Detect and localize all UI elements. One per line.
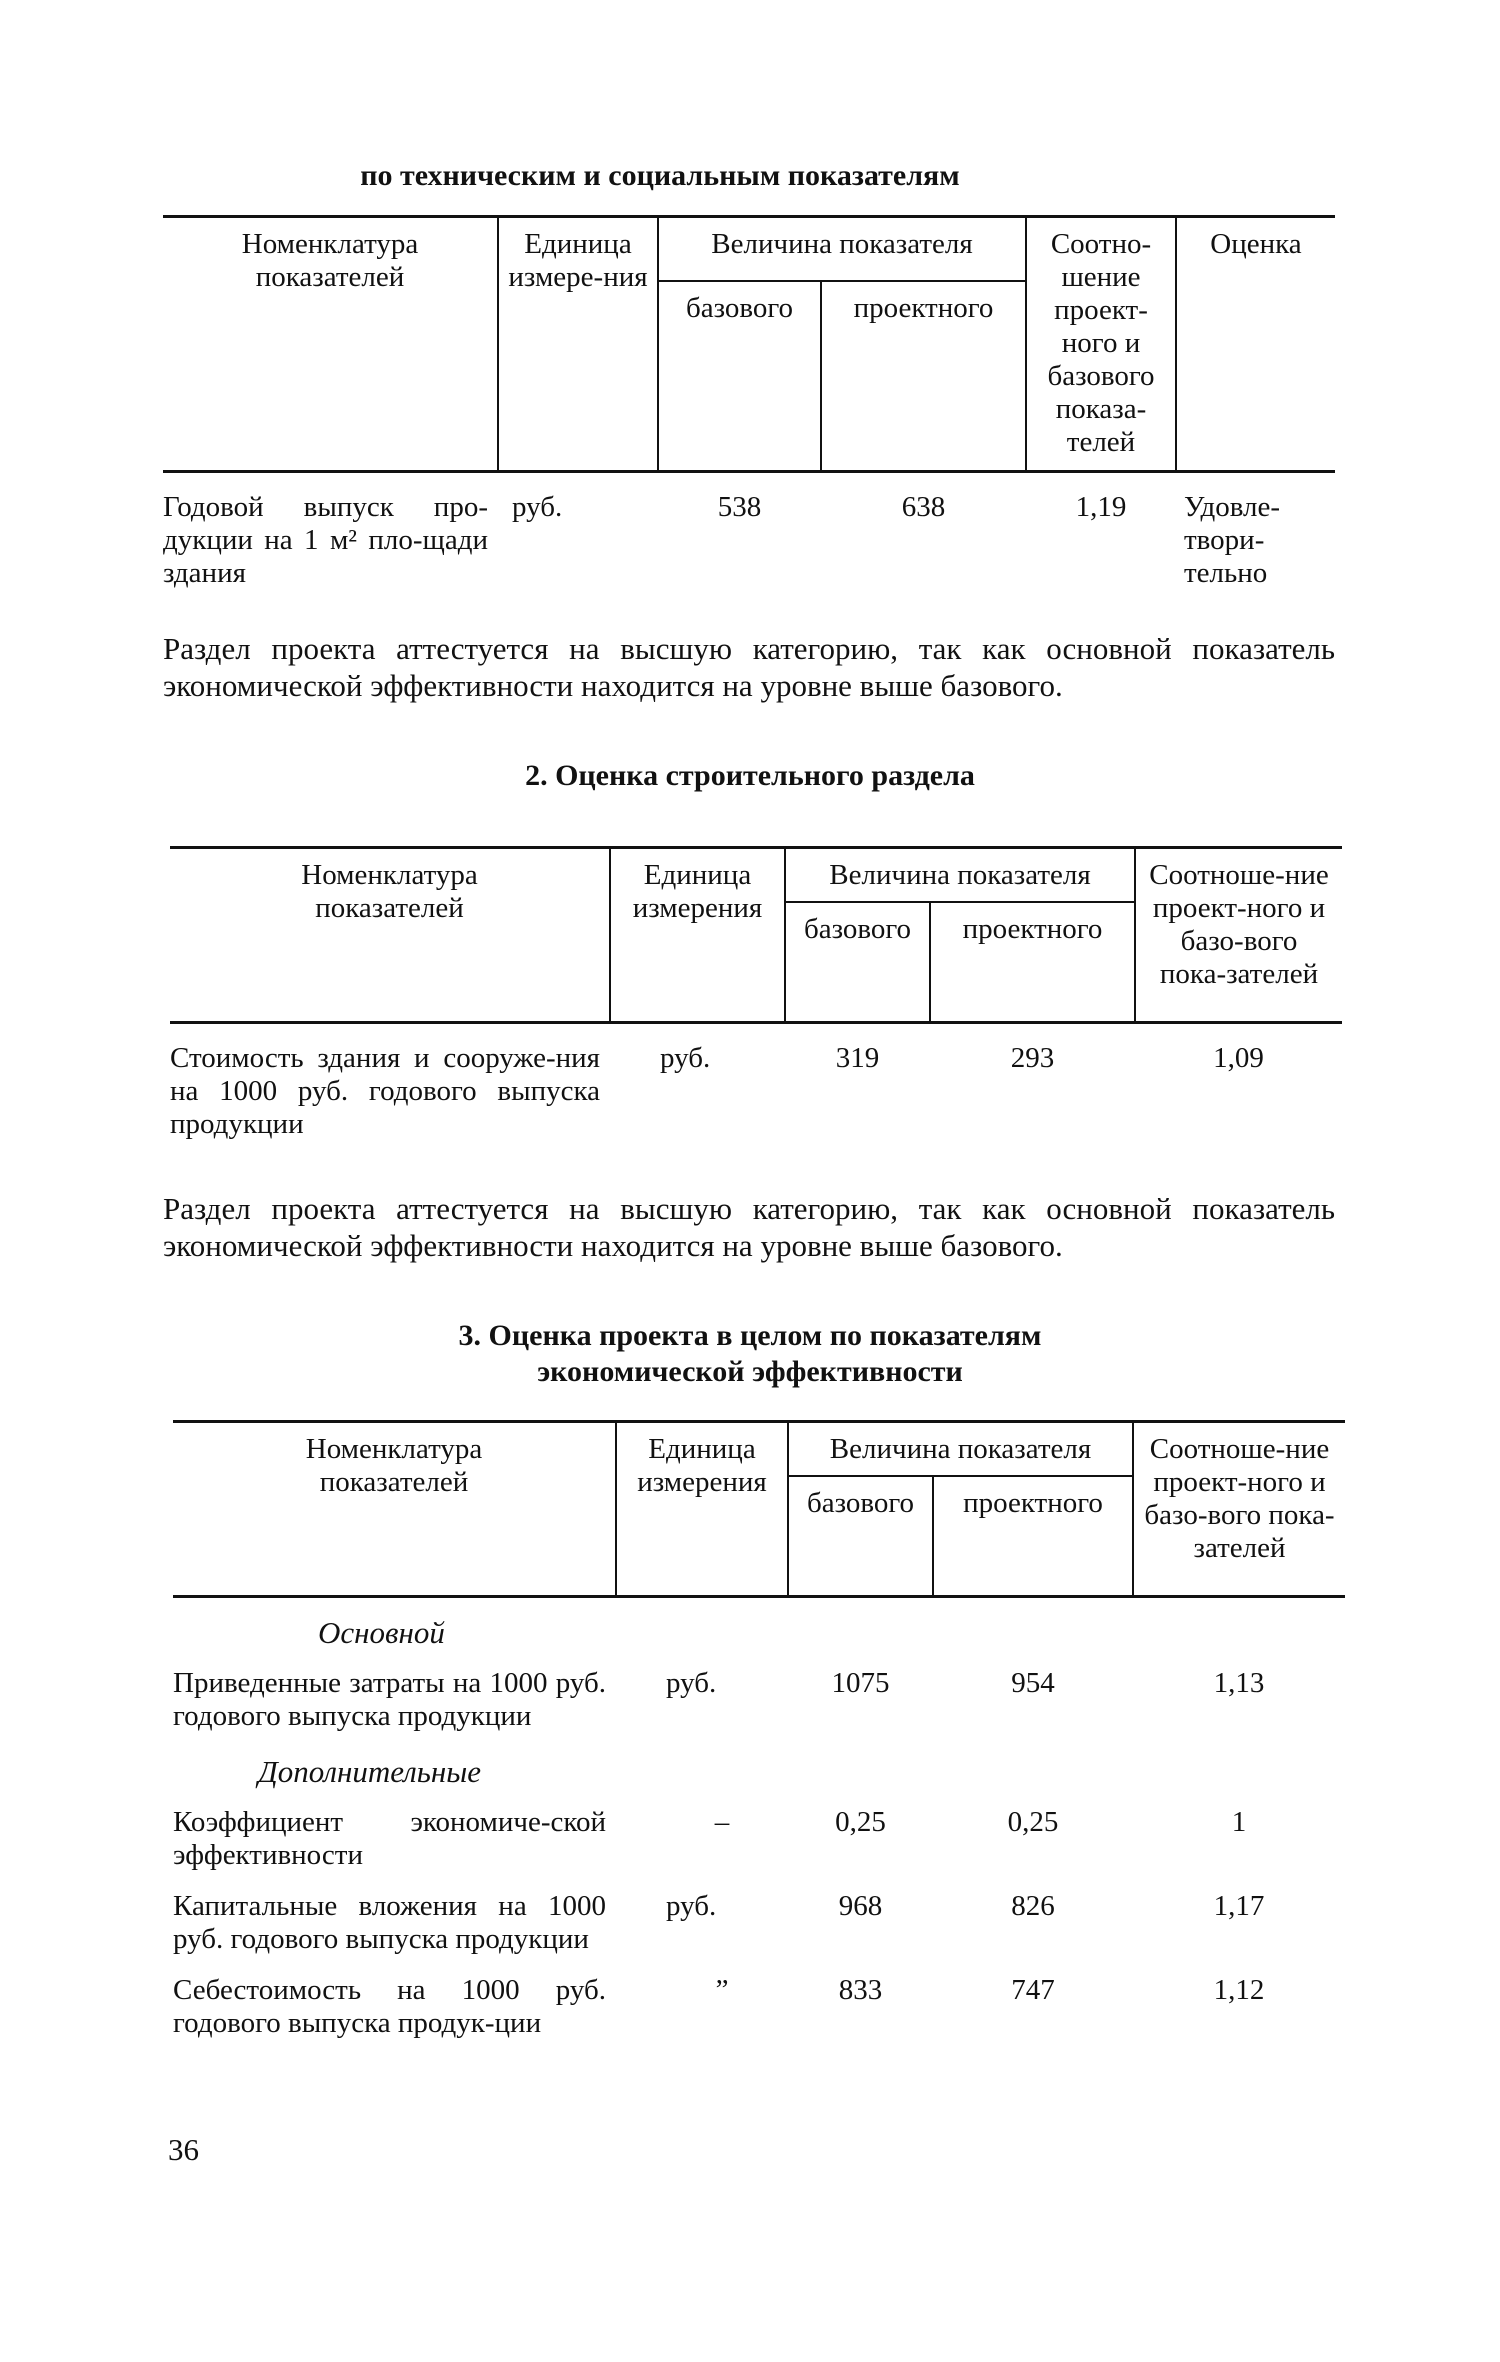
row-base: 1075: [831, 1667, 890, 1699]
header-rating: Оценка: [1176, 217, 1335, 472]
header-nomenclature: Номенклатура показателей: [170, 848, 610, 1023]
row-name: Себестоимость на 1000 руб. годового выпуска продук-ции: [173, 1974, 606, 2039]
header-value-group: Величина показателя: [658, 217, 1026, 282]
table-economic-efficiency: [173, 1420, 1345, 2040]
table-technical-indicators: [163, 215, 1335, 590]
table-row: [170, 1023, 1342, 1142]
section-3-title-line-1: 3. Оценка проекта в целом по показателям: [458, 1319, 1042, 1352]
table-row: [163, 472, 1335, 591]
page-number: 36: [168, 2132, 199, 2167]
row-project: 747: [1011, 1974, 1055, 2006]
row-name: Стоимость здания и сооруже-ния на 1000 руб. годового выпуска продукции: [170, 1042, 600, 1140]
table-row: [173, 1872, 1345, 1956]
row-base: 833: [838, 1974, 883, 2006]
row-project: 0,25: [1007, 1806, 1059, 1838]
top-heading: по техническим и социальным показателям: [360, 159, 960, 192]
header-project: проектного: [821, 281, 1026, 472]
table-row: [173, 1649, 1345, 1733]
row-name: Коэффициент экономиче-ской эффективности: [173, 1806, 606, 1871]
row-name: Годовой выпуск про-дукции на 1 м² пло-щади здания: [163, 491, 488, 589]
group-row-main: [173, 1597, 1345, 1650]
row-rating: Удовле-твори-тельно: [1184, 491, 1281, 589]
row-ratio: 1,09: [1213, 1042, 1264, 1074]
row-project: 638: [901, 491, 946, 523]
row-name: Капитальные вложения на 1000 руб. годового выпуска продукции: [173, 1890, 606, 1955]
row-unit: ”: [715, 1974, 729, 2006]
table-construction-section: [170, 846, 1342, 1141]
table-row: [173, 1956, 1345, 2040]
header-base: базового: [788, 1476, 933, 1597]
group-label-main: Основной: [318, 1615, 445, 1650]
row-base: 319: [835, 1042, 880, 1074]
paragraph-2: Раздел проекта аттестуется на высшую категорию, так как основной показатель экономической эффективности находится на уровне выше базового.: [163, 1191, 1335, 1263]
row-ratio: 1,13: [1213, 1667, 1265, 1699]
row-unit: руб.: [666, 1667, 717, 1699]
header-nomenclature: Номенклатура показателей: [173, 1422, 616, 1597]
row-unit: –: [714, 1806, 730, 1838]
row-project: 826: [1011, 1890, 1055, 1922]
header-unit: Единица измере-ния: [498, 217, 658, 472]
header-nomenclature: Номенклатура показателей: [163, 217, 498, 472]
row-ratio: 1,12: [1213, 1974, 1265, 2006]
section-2-title: 2. Оценка строительного раздела: [525, 759, 975, 792]
header-value-group: Величина показателя: [785, 848, 1135, 903]
row-base: 538: [717, 491, 762, 523]
header-ratio: Соотно-шение проект-ного и базового показа-телей: [1026, 217, 1176, 472]
row-ratio: 1,19: [1075, 491, 1127, 523]
header-ratio: Соотноше-ние проект-ного и базо-вого пока-зателей: [1133, 1422, 1345, 1597]
header-project: проектного: [933, 1476, 1133, 1597]
header-project: проектного: [930, 902, 1135, 1023]
table-row: [173, 1788, 1345, 1872]
header-base: базового: [785, 902, 930, 1023]
row-base: 968: [838, 1890, 883, 1922]
section-3-title-line-2: экономической эффективности: [537, 1355, 963, 1388]
header-unit: Единица измерения: [610, 848, 785, 1023]
group-row-extra: [173, 1733, 1345, 1788]
row-name: Приведенные затраты на 1000 руб. годового выпуска продукции: [173, 1667, 606, 1732]
header-unit: Единица измерения: [616, 1422, 788, 1597]
row-unit: руб.: [660, 1042, 711, 1074]
row-project: 293: [1010, 1042, 1055, 1074]
group-label-extra: Дополнительные: [258, 1754, 481, 1789]
header-base: базового: [658, 281, 821, 472]
row-unit: руб.: [512, 491, 563, 523]
row-ratio: 1,17: [1213, 1890, 1265, 1922]
header-value-group: Величина показателя: [788, 1422, 1133, 1477]
row-ratio: 1: [1231, 1806, 1247, 1838]
header-ratio: Соотноше-ние проект-ного и базо-вого пока-зателей: [1135, 848, 1342, 1023]
paragraph-1: Раздел проекта аттестуется на высшую категорию, так как основной показатель экономической эффективности находится на уровне выше базового.: [163, 631, 1335, 703]
row-project: 954: [1011, 1667, 1055, 1699]
row-unit: руб.: [666, 1890, 717, 1922]
row-base: 0,25: [835, 1806, 886, 1838]
